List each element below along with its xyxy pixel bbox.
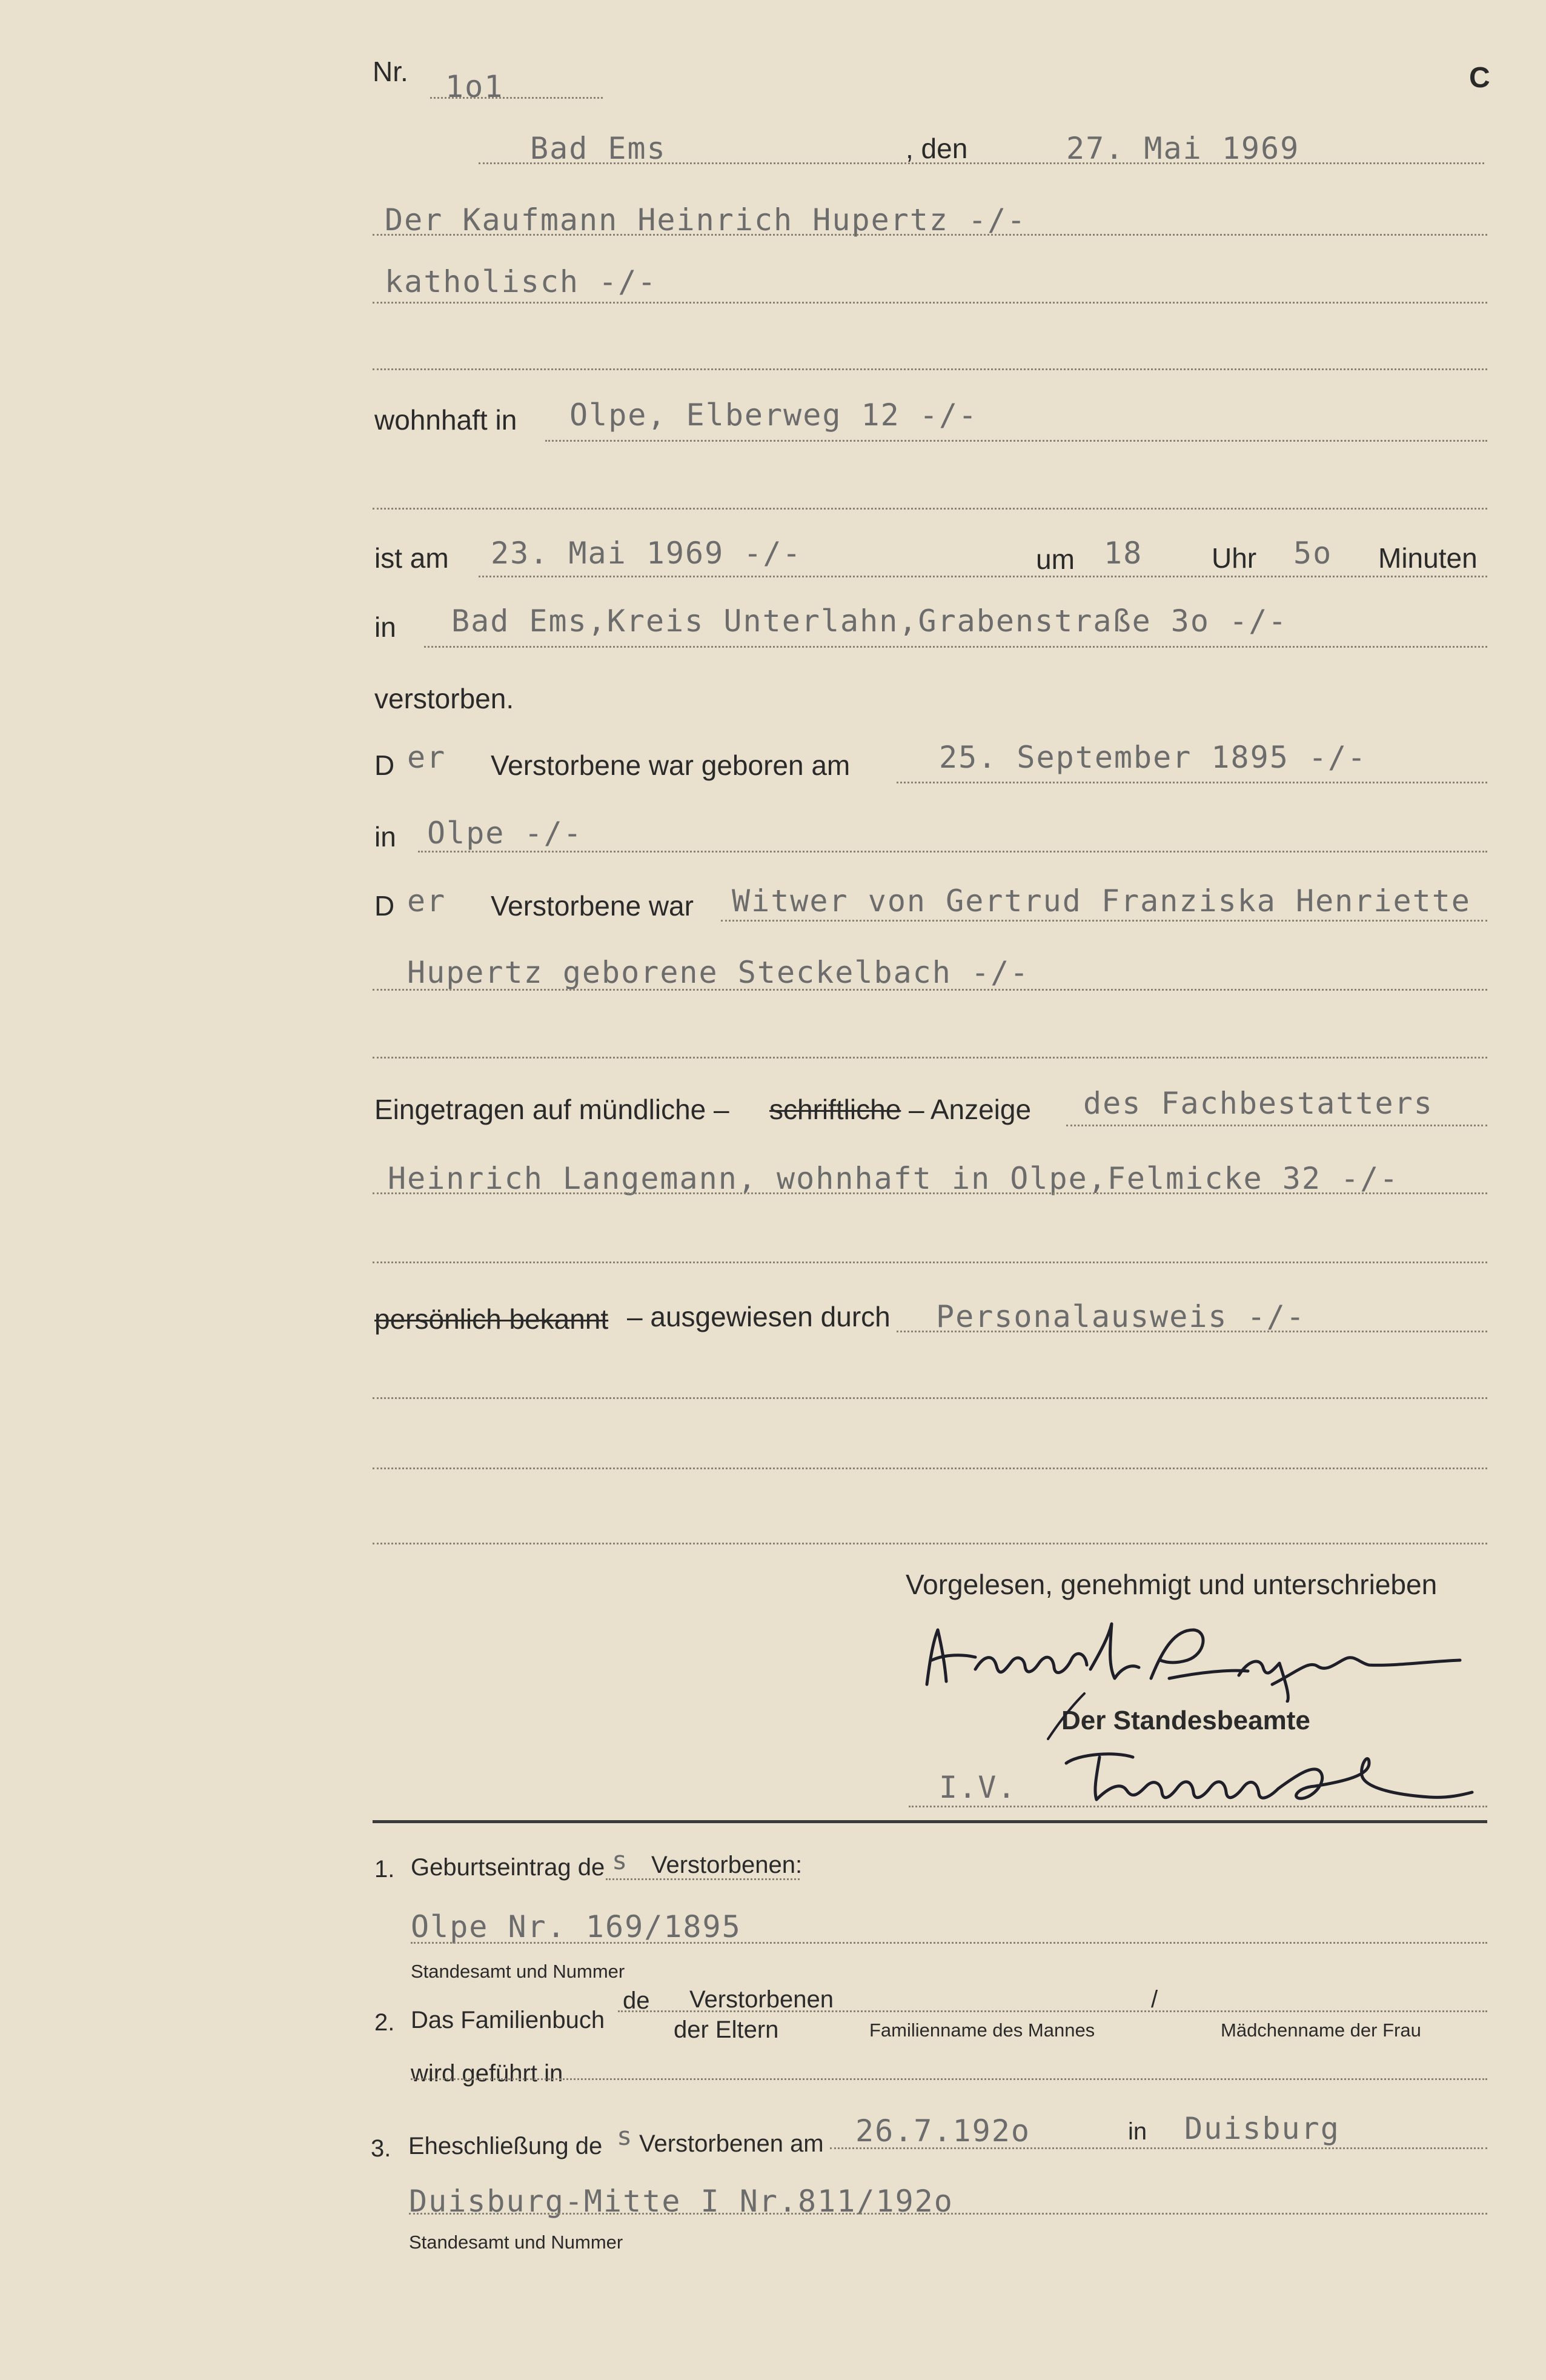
birth-er-typed: er <box>407 740 446 775</box>
item1-label-end: Verstorbenen: <box>651 1852 803 1878</box>
item2-line <box>618 2010 1487 2012</box>
item1-caption: Standesamt und Nummer <box>411 1961 625 1982</box>
place-date-line <box>479 162 1484 164</box>
den-label: , den <box>906 133 968 164</box>
identity-value: Personalausweis -/- <box>936 1299 1305 1334</box>
item1-typed: s <box>612 1846 629 1875</box>
marital-er-typed: er <box>407 883 446 919</box>
blank-line-5 <box>373 1397 1487 1399</box>
registration-line-1 <box>1066 1125 1487 1126</box>
birth-date-line <box>897 782 1487 783</box>
item2-slash: / <box>1151 1986 1158 2013</box>
item2-kept-line <box>411 2078 1487 2080</box>
marital-value-line1: Witwer von Gertrud Franziska Henriette <box>732 883 1471 919</box>
registrar-label: Der Standesbeamte <box>1061 1706 1310 1735</box>
birth-place-line <box>418 851 1487 853</box>
identity-line <box>897 1331 1487 1332</box>
item3-typed: s <box>617 2121 634 2151</box>
person-line <box>373 234 1487 236</box>
registrar-check-mark <box>1042 1690 1090 1745</box>
nr-line <box>430 97 603 99</box>
iv-label: I.V. <box>939 1770 1017 1805</box>
birth-label: Verstorbene war geboren am <box>491 750 851 781</box>
verstorben-label: verstorben. <box>374 683 514 714</box>
birth-in-label: in <box>374 821 396 853</box>
nr-label: Nr. <box>373 56 408 87</box>
marital-line-2 <box>373 989 1487 991</box>
blank-line-1 <box>373 368 1487 370</box>
item3-number: 3. <box>371 2135 391 2162</box>
place-value: Bad Ems <box>530 131 666 166</box>
birth-d-label: D <box>374 750 395 781</box>
death-minutes: 5o <box>1293 536 1333 571</box>
residence-label: wohnhaft in <box>374 404 517 436</box>
item2-de: de <box>623 1987 650 2014</box>
death-place-line <box>424 646 1487 648</box>
death-place: Bad Ems,Kreis Unterlahn,Grabenstraße 3o -/- <box>451 603 1288 639</box>
minuten-label: Minuten <box>1378 542 1478 574</box>
registration-line-2 <box>373 1192 1487 1194</box>
marital-line-1 <box>721 920 1487 922</box>
item3-place: Duisburg <box>1184 2111 1340 2146</box>
blank-line-7 <box>373 1543 1487 1544</box>
death-date-line <box>479 576 1487 577</box>
registration-struck-word: schriftliche <box>769 1094 901 1125</box>
item2-kept-label: wird geführt in <box>411 2060 563 2087</box>
religion-line <box>373 302 1487 304</box>
item2-option-deceased: Verstorbenen <box>689 1986 834 2013</box>
registration-label-end: – Anzeige <box>909 1094 1032 1125</box>
birth-date: 25. September 1895 -/- <box>939 740 1367 775</box>
item3-line-1 <box>830 2147 1487 2149</box>
blank-line-6 <box>373 1468 1487 1469</box>
item3-value: Duisburg-Mitte I Nr.811/192o <box>409 2184 954 2219</box>
blank-line-3 <box>373 1057 1487 1059</box>
item2-caption-wife: Mädchenname der Frau <box>1221 2019 1421 2041</box>
informant-signature <box>909 1612 1472 1703</box>
marital-d-label: D <box>374 890 395 922</box>
death-hour: 18 <box>1104 536 1143 571</box>
item1-top-line <box>606 1878 800 1880</box>
read-approved-label: Vorgelesen, genehmigt und unterschrieben <box>906 1569 1438 1600</box>
date-value: 27. Mai 1969 <box>1066 131 1300 166</box>
item3-caption: Standesamt und Nummer <box>409 2232 623 2253</box>
nr-value: 1o1 <box>445 69 504 104</box>
identity-label: – ausgewiesen durch <box>627 1301 891 1332</box>
residence-line <box>545 440 1487 442</box>
um-label: um <box>1036 543 1075 575</box>
item2-option-parents: der Eltern <box>674 2016 779 2043</box>
residence-value: Olpe, Elberweg 12 -/- <box>569 397 978 433</box>
item2-label: Das Familienbuch <box>411 2007 605 2033</box>
marital-value-line2: Hupertz geborene Steckelbach -/- <box>407 955 1030 990</box>
item3-label: Eheschließung de <box>408 2133 603 2159</box>
item1-line <box>411 1942 1487 1944</box>
registrar-signature-line <box>909 1806 1487 1807</box>
marital-label: Verstorbene war <box>491 890 694 922</box>
death-in-label: in <box>374 611 396 643</box>
death-date: 23. Mai 1969 -/- <box>491 536 802 571</box>
item2-caption-husband: Familienname des Mannes <box>869 2019 1095 2041</box>
identity-struck-label: persönlich bekannt <box>374 1303 609 1335</box>
item3-line-2 <box>409 2213 1487 2215</box>
registrar-signature <box>1030 1739 1478 1812</box>
registration-label-start: Eingetragen auf mündliche – <box>374 1094 729 1125</box>
item2-number: 2. <box>374 2009 395 2036</box>
item3-label-end: Verstorbenen am <box>639 2130 824 2157</box>
registration-typed-line2: Heinrich Langemann, wohnhaft in Olpe,Felmicke 32 -/- <box>388 1161 1399 1196</box>
corner-letter: C <box>1469 62 1490 94</box>
item1-number: 1. <box>374 1856 395 1883</box>
registration-typed-start: des Fachbestatters <box>1083 1086 1433 1121</box>
person-name: Der Kaufmann Heinrich Hupertz -/- <box>385 202 1027 238</box>
blank-line-4 <box>373 1261 1487 1263</box>
birth-place: Olpe -/- <box>427 816 583 851</box>
religion-value: katholisch -/- <box>385 264 657 299</box>
item3-in-label: in <box>1128 2118 1147 2145</box>
blank-line-2 <box>373 508 1487 510</box>
footer-separator <box>373 1820 1487 1823</box>
item1-label: Geburtseintrag de <box>411 1854 605 1881</box>
item1-value: Olpe Nr. 169/1895 <box>411 1909 741 1944</box>
ist-am-label: ist am <box>374 542 449 574</box>
uhr-label: Uhr <box>1212 542 1257 574</box>
item3-date: 26.7.192o <box>855 2113 1030 2149</box>
